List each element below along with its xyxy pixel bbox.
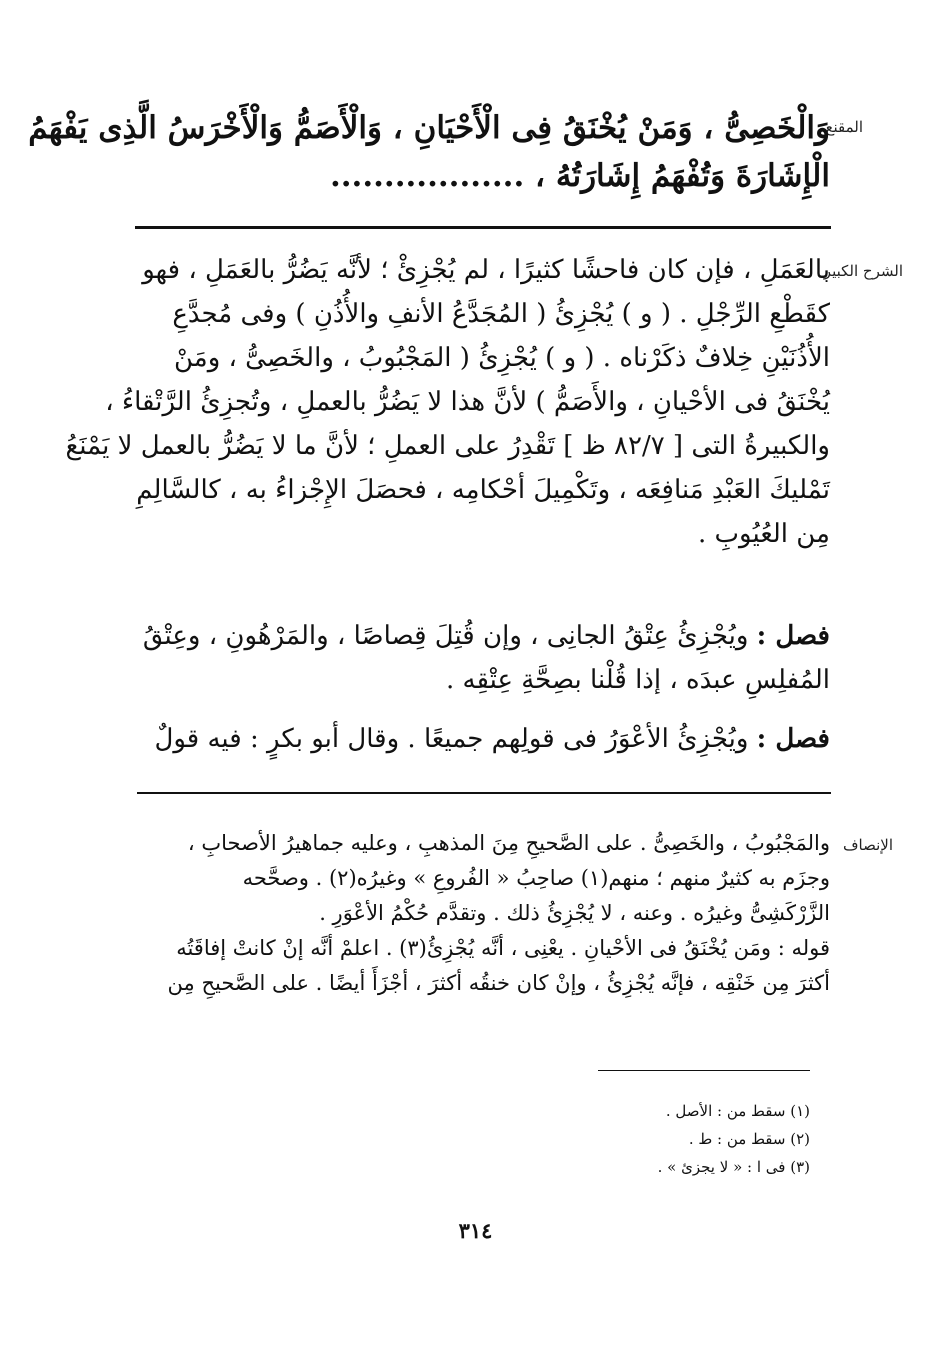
sharh-line: والكبيرةُ التى [ ٨٢/٧ ظ ] تَقْدِرُ على العملِ ؛ لأنَّ ما لا يَضُرُّ بالعمل لا يَمْنَعُ [65,431,830,461]
fasl-text: ويُجْزِئُ الأعْوَرُ فى قولِهم جميعًا . وقال أبو بكرٍ : فيه قولٌ [154,724,757,754]
sharh-line: الأُذُنَيْنِ خِلافٌ ذكَرْناه . ( و ) يُجْزِئُ ( المَجْبُوبُ ، والخَصِىُّ ، ومَنْ [173,343,830,373]
fasl-line: المُفلِسِ عبدَه ، إذا قُلْنا بصِحَّةِ عِتْقِه . [445,665,830,695]
insaf-line: أكثرَ مِن خَنْقِه ، فإنَّه يُجْزِئُ ، وإنْ كان خنقُه أكثرَ ، أجْزَأَ أيضًا . على الصَّحيحِ مِن [167,971,830,995]
insaf-text [130,826,830,1001]
fasl-heading: فصل : [756,621,830,651]
insaf-line: وجزَم به كثيرٌ منهم ؛ منهم(١) صاحِبُ « الفُروعِ » وغيرُه(٢) . وصحَّحه [242,866,830,890]
fasl-heading: فصل : [756,724,830,754]
fasl-text: ويُجْزِئُ عِتْقُ الجانِى ، وإن قُتِلَ قِصاصًا ، والمَرْهُونِ ، وعِتْقُ [142,621,757,651]
sharh-label: الشرح الكبير [823,262,903,280]
muqni-label: المقنع [825,118,863,136]
fasl-line [130,614,830,658]
sharh-line: مِن العُيُوبِ . [698,519,830,549]
insaf-line: الزَّرْكَشِىُّ وغيرُه . وعنه ، لا يُجْزِئُ ذلك . وتقدَّم حُكْمُ الأعْوَرِ . [319,901,830,925]
section-divider [137,792,831,794]
insaf-line: قوله : ومَن يُخْنَقُ فى الأحْيانِ . يعْنِى ، أنَّه يُجْزِئُ(٣) . اعلمْ أنَّه إنْ كانتْ إفاقَتُه [176,936,830,960]
muqni-text [28,104,830,200]
section-divider [135,226,831,229]
insaf-line: والمَجْبُوبُ ، والخَصِىُّ . على الصَّحيحِ مِنَ المذهبِ ، وعليه جماهيرُ الأصحابِ ، [187,831,830,855]
muqni-line: الْإِشَارَةَ وَتُفْهَمُ إِشَارَتُهُ ، .................. [329,158,830,194]
page-number: ٣١٤ [458,1218,493,1243]
footnote-divider [598,1070,810,1071]
muqni-line: وَالْخَصِىُّ ، وَمَنْ يُخْنَقُ فِى الْأَحْيَانِ ، وَالْأَصَمُّ وَالْأَخْرَسُ الَّذِى يَفْهَمُ [28,110,830,146]
fasl-paragraph [130,614,830,702]
sharh-text [65,248,830,556]
sharh-line: كقَطْعِ الرِّجْلِ . ( و ) يُجْزِئُ ( المُجَدَّعُ الأنفِ والأُذُنِ ) وفى مُجدَّعِ [172,299,830,329]
sharh-line: بالعَمَلِ ، فإن كان فاحشًا كثيرًا ، لم يُجْزِئْ ؛ لأنَّه يَضُرُّ بالعَمَلِ ، فهو [142,255,830,285]
footnote: (٣) فى ا : « لا يجزئ » . [657,1158,810,1176]
footnotes [600,1097,810,1181]
footnote: (١) سقط من : الأصل . [665,1102,810,1120]
sharh-line: تَمْليكَ العَبْدِ مَنافِعَه ، وتَكْمِيلَ أحْكامِه ، فحصَلَ الإِجْزاءُ به ، كالسَّالِمِ [136,475,830,505]
sharh-line: يُخْنَقُ فى الأحْيانِ ، والأَصَمُّ ) لأنَّ هذا لا يَضُرُّ بالعملِ ، وتُجزِئُ الرَّتْقاءُ ، [105,387,830,417]
insaf-label: الإنصاف [842,836,893,854]
fasl-paragraph [130,717,830,761]
footnote: (٢) سقط من : ط . [688,1130,810,1148]
fasl-line [130,717,830,761]
